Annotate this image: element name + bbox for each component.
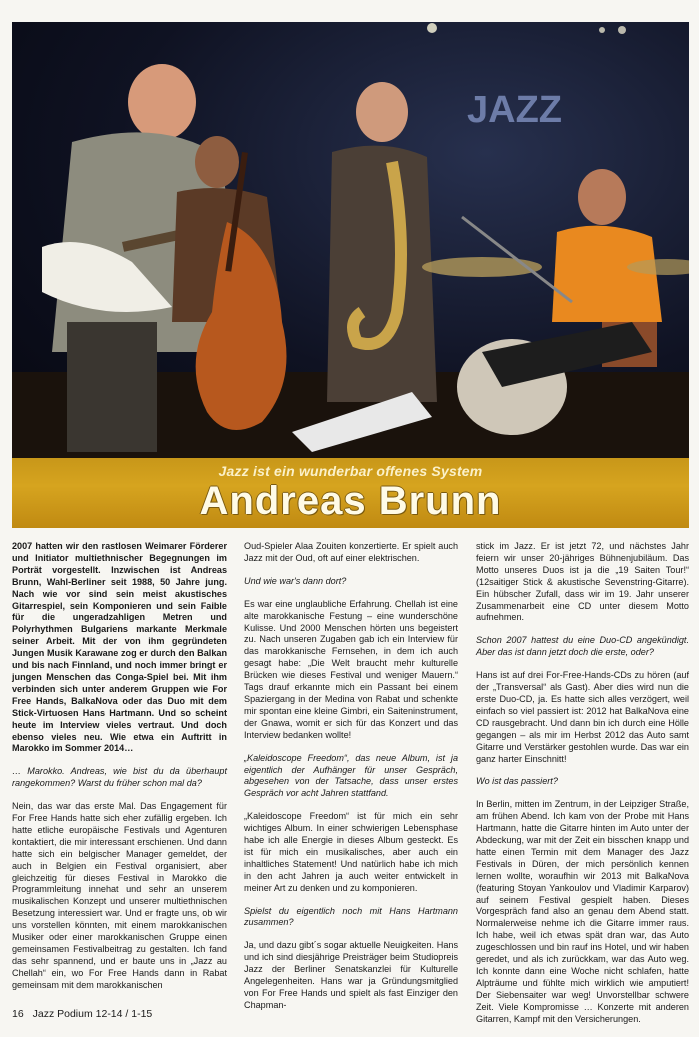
text-column-2 [244,541,458,1023]
interview-answer: Es war eine unglaubliche Erfahrung. Chellah ist eine alte marokkanische Festung – eine wunderschöne Kulisse. Und 2000 Menschen hörten uns begeistert zu. Nach unseren Zugaben gab ich ein Interview für das marokkanische Fernsehen, in dem ich auch gesagt habe: „Die Welt braucht mehr kulturelle Brücken wie dieses Festival und weniger Mauern.“ Tags drauf erkannte mich ein Passant bei einem Spaziergang in der Medina von Rabat und schenkte mir spontan eine kleine Gimbri, ein Saiteninstrument, der Gnawa, womit er sich für das Konzert und das Interview bedanken wollte! [244,598,458,740]
interview-question: Wo ist das passiert? [476,776,558,787]
article-title: Andreas Brunn [199,479,502,523]
publication-name: Jazz Podium 12-14 / 1-15 [32,1008,153,1020]
interview-answer: Nein, das war das erste Mal. Das Engagement für For Free Hands hatte sich eher zufällig ergeben. Ich hatte etliche europäische Festivals und Agenturen kontaktiert, die mir interessant erschienen. Und dann hatte sich ein belgischer Manager gemeldet, der auch in Belgien ein Festival organisiert, aber gleichzeitig für dieses Festival in Marokko die Programmleitung innehat und sehr an unserem musikalischen Konzept und unserer multiethnischen Besetzung interessiert war. Und er fragte uns, ob wir uns vorstellen könnten, mit einem marokkanischen Musiker oder einer marokkanischen Gruppe einen gemeinsamen Festivalbeitrag zu gestalten. Ich fand das sehr spannend, und er baute uns in „Jazz au Chellah“ ein, wo For Free Hands dann in Rabat gemeinsam mit dem marokkanischen [12,801,227,990]
interview-question: Und wie war's dann dort? [244,575,347,586]
interview-answer: Hans ist auf drei For-Free-Hands-CDs zu hören (auf der „Transversal“ als Gast). Aber dies wird nun die erste Duo-CD, ja. Es hatte sich alles verzögert, weil einfach so viel passiert ist: 2012 hat BalkaNova eine CD rausgebracht. Und dann bin ich durch eine Hölle gegangen – als mir im Herbst 2012 das Auto samt Gitarre und Verstärker gestohlen wurde. Das war ein ganz harter Einschnitt! [476,670,689,764]
interview-answer: In Berlin, mitten im Zentrum, in der Leipziger Straße, am frühen Abend. Ich kam von der Probe mit Hans Hartmann, hatte die Gitarre hinten im Auto unter der Abdeckung, war mit der Zeit ein bisschen knapp und hatte einen Termin mit dem Manager des Jazz Festivals in Düren, der mich persönlich kennen lernen wollte, woraufhin wir 2013 mit BalkaNova (featuring Stoyan Yankoulov und Vladimir Karparov) auf seinem Festival gespielt haben. Dieses Vorgespräch fand also an genau dem Abend statt. Normalerweise nehme ich die Gitarre immer raus. Ich habe, weil ich etwas spät dran war, das Auto zugeschlossen und bin rauf ins Hotel, und wir haben geredet, und als ich zurückkam, war das Auto weg. Ich konnte dann eine Woche nicht schlafen, hatte Alpträume und fühlte mich wirklich wie amputiert! Der Siebensaiter war weg! Unvorstellbar schwere Zeit. Viele Kompromisse … Konzerte mit anderen Gitarren, Kampf mit den Versicherungen. [476,799,689,1024]
text-column-3 [476,541,689,1037]
title-banner [12,458,689,528]
interview-answer: „Kaleidoscope Freedom“ ist für mich ein sehr wichtiges Album. In einer schwierigen Lebensphase habe ich alle Energie in dieses Album gesteckt. Es ist für mich ein musikalisches, aber auch ein inhaltliches Statement! Und natürlich habe ich mich in den acht Jahren ja auch weiter entwickelt in meiner Art zu denken und zu komponieren. [244,811,458,893]
lead-paragraph: 2007 hatten wir den rastlosen Weimarer Förderer und Initiator multiethnischer Begegnungen im Porträt vorgestellt. Inzwischen ist Andreas Brunn, Wahl-Berliner seit 1988, 50 Jahre jung. Nach wie vor sind sein meist akustisches Gitarrespiel, sein Komponieren und sein Faible für die ungeradzahligen Metren und Polyrhythmen Bulgariens markante Merkmale seiner Arbeit. Mit der von ihm gegründeten Jungen Musik Karawane zog er durch den Balkan und bis nach Finnland, und noch immer bringt er jungen Menschen das Conga-Spiel bei. Mit ihm verbinden sich unter anderem Gruppen wie For Free Hands, BalkaNova oder das Duo mit dem Stick-Virtuosen Hans Hartmann. Und so scheint heute im Interview vieles vertraut. Und doch ebenso vieles neu. Wie etwa ein Auftritt in Marokko im Sommer 2014… [12,541,227,754]
page-number: 16 [12,1008,24,1020]
concert-photo-illustration [12,22,689,458]
article-subtitle: Jazz ist ein wunderbar offenes System [218,463,483,479]
concert-photo [12,22,689,458]
interview-question: Spielst du eigentlich noch mit Hans Hartmann zusammen? [244,905,458,928]
interview-answer: Ja, und dazu gibt´s sogar aktuelle Neuigkeiten. Hans und ich sind diesjährige Preisträger beim Studiopreis Jazz der Berliner Senatskanzlei für Kulturelle Angelegenheiten. Hans war ja Gründungsmitglied von For Free Hands und spielt als fast Einziger den Chapman- [244,940,458,1010]
backdrop-sign-j: JAZZ [467,89,562,131]
interview-answer: Oud-Spieler Alaa Zouiten konzertierte. Er spielt auch Jazz mit der Oud, oft auf einer elektrischen. [244,541,458,563]
interview-answer: stick im Jazz. Er ist jetzt 72, und nächstes Jahr feiern wir unser 20-jähriges Bühnenjubiläum. Das Motto unseres Duos ist ja die „19 Saiten Tour!“ (12saitiger Stick & akustische Sevenstring-Gitarre). Ein hübscher Zufall, dass wir im 19. Jahr unserer Zusammenarbeit eine CD unter diesem Motto aufnehmen. [476,541,689,623]
text-column-1 [12,541,227,1003]
interview-question: Schon 2007 hattest du eine Duo-CD angekündigt. Aber das ist dann jetzt doch die erste, oder? [476,635,689,658]
interview-question: „Kaleidoscope Freedom“, das neue Album, ist ja eigentlich der Aufhänger für unser Gespräch, abgesehen von der Tatsache, dass unser erstes Gespräch vor acht Jahren stattfand. [244,752,458,799]
interview-question: … Marokko. Andreas, wie bist du da überhaupt rangekommen? Warst du früher schon mal da? [12,766,227,789]
page-footer [12,1008,158,1020]
